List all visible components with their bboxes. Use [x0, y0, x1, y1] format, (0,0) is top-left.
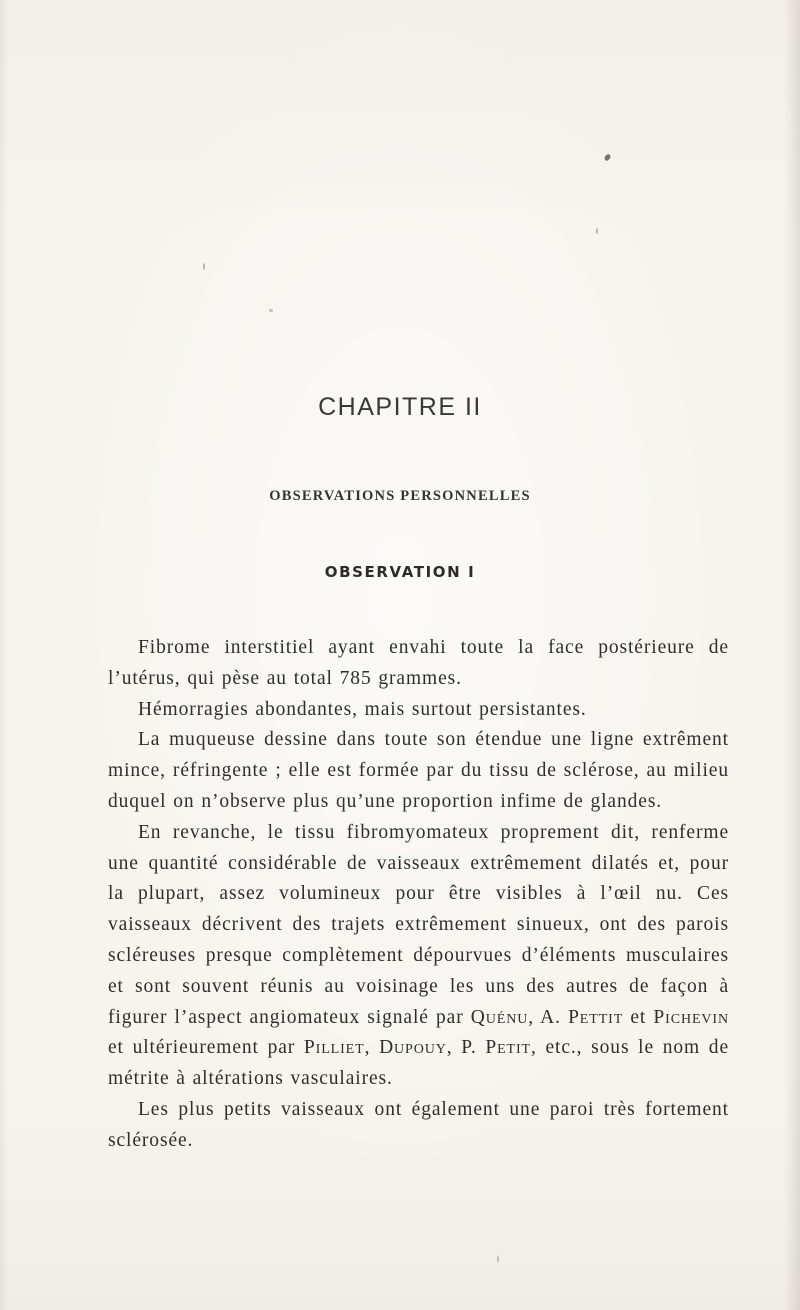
section-title: OBSERVATIONS PERSONNELLES: [269, 488, 531, 504]
paragraph: Fibrome interstitiel ayant envahi toute la face postérieure de l’utérus, qui pèse au total 785 grammes.: [108, 637, 729, 689]
author-name: Petit: [485, 1037, 531, 1059]
ink-speck: [596, 228, 598, 234]
observation-body: [108, 633, 729, 1157]
author-name: Pilliet: [303, 1037, 365, 1059]
ink-speck: [603, 153, 611, 162]
ink-speck: [269, 309, 273, 312]
paragraph: La muqueuse dessine dans toute son étendue une ligne extrêment mince, réfringente ; elle est formée par du tissu de sclérose, au milieu duquel on n’observe plus qu’une proportion infime de glandes.: [108, 729, 729, 812]
author-name: Pichevin: [653, 1006, 729, 1028]
paragraph: [108, 818, 729, 1095]
left-edge-shadow: [0, 0, 8, 1310]
separator: ,: [364, 1037, 380, 1059]
separator: , P.: [446, 1037, 486, 1059]
ink-speck: [203, 263, 205, 270]
separator: et: [623, 1006, 654, 1028]
right-edge-shadow: [784, 0, 800, 1310]
author-name: Dupouy: [379, 1037, 447, 1059]
separator: et ultérieurement par: [108, 1037, 304, 1059]
author-name: Quénu: [470, 1006, 529, 1028]
author-name: Pettit: [568, 1006, 624, 1028]
chapter-title: CHAPITRE II: [318, 393, 482, 421]
paragraph: Les plus petits vaisseaux ont également une paroi très fortement sclérosée.: [108, 1098, 729, 1151]
separator: , A.: [528, 1006, 569, 1028]
observation-title: OBSERVATION I: [324, 563, 476, 581]
paragraph-text: En revanche, le tissu fibromyomateux proprement dit, renferme une quantité considérable de vaisseaux extrêmement dilatés et, pour la plupart, assez volumineux pour être visibles à l’œil nu. Ces vaisseaux décrivent des trajets extrêmement sinueux, ont des parois scléreuses presque complètement dépourvues d’éléments musculaires et sont souvent réunis au voisinage les uns des autres de façon à figurer l’aspect angiomateux signalé par: [108, 821, 729, 1028]
paragraph: Hémorragies abondantes, mais surtout persistantes.: [138, 698, 587, 720]
paragraph-text: , etc., sous le nom de métrite à altérations vasculaires.: [108, 1037, 729, 1090]
ink-speck: [497, 1255, 499, 1263]
